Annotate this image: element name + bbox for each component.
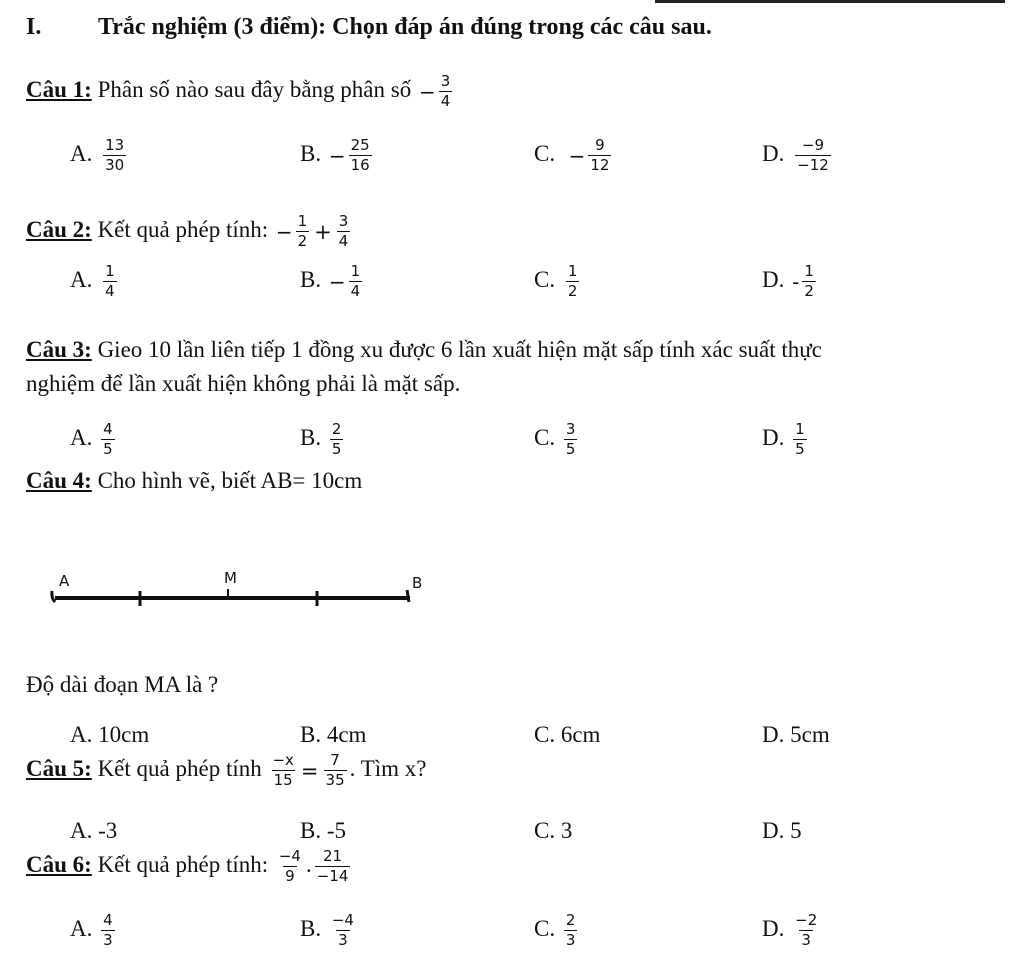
top-rule <box>655 0 1005 3</box>
q3-option-c[interactable]: C. $\frac{3}{5}$ <box>534 420 576 458</box>
q5-option-c[interactable]: C. 3 <box>534 818 573 843</box>
q2-option-c[interactable]: C. $\frac{1}{2}$ <box>534 262 578 300</box>
q6-option-b[interactable]: B. $\frac{-4}{3}$ <box>300 911 354 949</box>
q4-option-d[interactable]: D. 5cm <box>762 722 830 747</box>
q3-option-d[interactable]: D. $\frac{1}{5}$ <box>762 420 805 458</box>
q4-option-a[interactable]: A. 10cm <box>70 722 150 747</box>
question-2: Câu 2: Kết quả phép tính: − $\frac{1}{2}$ + $\frac{3}{4}$ <box>26 212 349 250</box>
question-3-text: Gieo 10 lần liên tiếp 1 đồng xu được 6 lần xuất hiện mặt sấp tính xác suất thực <box>97 337 822 362</box>
point-b-label: B <box>412 574 423 592</box>
question-3 <box>26 337 822 363</box>
question-1-label: Câu 1: <box>26 76 92 102</box>
q4-option-b[interactable]: B. 4cm <box>300 722 367 747</box>
question-4-label: Câu 4: <box>26 468 92 493</box>
question-5: Câu 5: Kết quả phép tính $\frac{-x}{15}$ = $\frac{7}{35}$ . Tìm x? <box>26 751 427 789</box>
point-a-label: A <box>59 572 70 590</box>
q3-option-a[interactable]: A. $\frac{4}{5}$ <box>70 420 113 458</box>
q5-option-d[interactable]: D. 5 <box>762 818 802 843</box>
q2-option-a[interactable]: A. $\frac{1}{4}$ <box>70 262 115 300</box>
point-m-label: M <box>224 569 237 587</box>
section-title: Trắc nghiệm (3 điểm): Chọn đáp án đúng trong các câu sau. <box>98 14 712 40</box>
question-1-fraction: $\frac{3}{4}$ <box>440 72 451 110</box>
question-1 <box>26 73 455 110</box>
question-2-text: Kết quả phép tính: <box>97 216 269 242</box>
endpoint-a-mark <box>52 591 55 602</box>
section-heading <box>26 14 712 41</box>
segment-figure <box>0 560 460 620</box>
q1-option-d[interactable]: D. $\frac{-9}{-12}$ <box>762 136 829 174</box>
question-4-text: Cho hình vẽ, biết AB= 10cm <box>97 468 363 493</box>
q6-option-c[interactable]: C. $\frac{2}{3}$ <box>534 911 576 949</box>
q2-option-d[interactable]: D. - $\frac{1}{2}$ <box>762 262 814 300</box>
q4-option-c[interactable]: C. 6cm <box>534 722 601 747</box>
endpoint-b-mark <box>407 590 409 602</box>
question-1-text: Phân số nào sau đây bằng phân số <box>97 76 412 102</box>
question-3-label: Câu 3: <box>26 337 92 362</box>
q2-option-b[interactable]: B. − $\frac{1}{4}$ <box>300 262 361 300</box>
question-5-label: Câu 5: <box>26 755 92 781</box>
question-2-label: Câu 2: <box>26 216 92 242</box>
question-1-sign: − <box>418 79 436 104</box>
question-6-label: Câu 6: <box>26 851 92 877</box>
question-3-text-line2: nghiệm để lần xuất hiện không phải là mặt sấp. <box>26 371 461 396</box>
question-4-prompt: Độ dài đoạn MA là ? <box>26 672 219 697</box>
question-6-text: Kết quả phép tính: <box>97 851 269 877</box>
q3-option-b[interactable]: B. $\frac{2}{5}$ <box>300 420 342 458</box>
section-number: I. <box>26 14 42 40</box>
question-4 <box>26 468 362 494</box>
q1-option-b[interactable]: B. − $\frac{25}{16}$ <box>300 136 370 174</box>
q5-option-b[interactable]: B. -5 <box>300 818 347 843</box>
q1-option-a[interactable]: A. $\frac{13}{30}$ <box>70 136 125 174</box>
q1-option-c[interactable]: C. − $\frac{9}{12}$ <box>534 136 610 174</box>
q6-option-a[interactable]: A. $\frac{4}{3}$ <box>70 911 113 949</box>
q5-option-a[interactable]: A. -3 <box>70 818 118 843</box>
q6-option-d[interactable]: D. $\frac{-2}{3}$ <box>762 911 818 949</box>
question-6: Câu 6: Kết quả phép tính: $\frac{-4}{9}$ . $\frac{21}{-14}$ <box>26 847 349 885</box>
question-5-text: Kết quả phép tính <box>97 755 262 781</box>
